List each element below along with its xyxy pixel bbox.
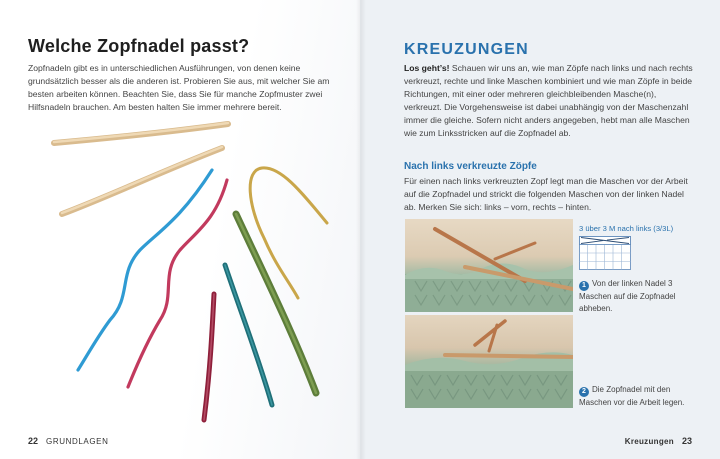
instruction-step-1 — [579, 278, 699, 315]
gold-u-needle — [250, 168, 327, 298]
cable-chart-label: 3 über 3 M nach links (3/3L) — [579, 224, 674, 233]
knitting-illustration-1 — [405, 219, 573, 312]
subsection-title: Nach links verkreuzte Zöpfe — [404, 161, 537, 172]
cable-needles-photo — [0, 110, 360, 430]
intro-paragraph: Zopfnadeln gibt es in unterschiedlichen Ausführungen, von denen keine grundsätzlich besser als die anderen ist. Probieren Sie aus, mit welcher Sie am besten arbeiten können. Beachten Sie, dass Sie für manche Zopfmuster zwei Hilfsnadeln brauchen. Am besten halten Sie immer mehrere bereit. — [28, 63, 330, 112]
folio-left — [28, 436, 108, 446]
wooden-needle-1 — [54, 123, 228, 143]
knitting-photo-step-1 — [405, 219, 573, 312]
teal-wooden-needle — [225, 265, 272, 405]
step-2-badge: 2 — [579, 387, 589, 397]
section-title: KREUZUNGEN — [404, 41, 529, 58]
section-body-text: Schauen wir uns an, wie man Zöpfe nach links und nach rechts verkreuzt, rechte und linke Maschen kombiniert und wie man Zöpfe in beide Richtungen, mit einer oder mehreren gleichbleibenden Masche(n), verkreuzt. Die Vorgehensweise ist dabei unabhängig von der Maschenzahl immer die gleiche. Sofern nicht anders angegeben, hebt man alle Maschen wie zum Linksstricken auf die Zopfnadel ab. — [404, 63, 693, 138]
section-paragraph — [404, 62, 696, 140]
section-label-right: Kreuzungen — [624, 437, 674, 446]
page-number-left: 22 — [28, 436, 39, 446]
wooden-needle-2 — [62, 147, 222, 214]
lead-text: Los geht’s! — [404, 63, 450, 73]
step-2-text: Die Zopfnadel mit den Maschen vor die Arbeit legen. — [579, 385, 685, 407]
step-1-badge: 1 — [579, 281, 589, 291]
page-number-right: 23 — [681, 436, 692, 446]
folio-right — [625, 436, 692, 446]
subsection-paragraph: Für einen nach links verkreuzten Zopf legt man die Maschen vor der Arbeit auf die Zopfnadel und strickt die folgenden Maschen von der linken Nadel ab. Merken Sie sich: links – vorn, rechts – hinten. — [404, 176, 688, 212]
step-1-text: Von der linken Nadel 3 Maschen auf die Zopfnadel abheben. — [579, 279, 676, 313]
knitting-illustration-2 — [405, 315, 573, 408]
cable-chart-grid — [579, 236, 631, 270]
green-wooden-needle — [236, 214, 316, 393]
burgundy-wooden-needle — [204, 294, 214, 420]
section-label-left: GRUNDLAGEN — [46, 437, 109, 446]
knitting-photo-step-2 — [405, 315, 573, 408]
instruction-step-2 — [579, 384, 699, 409]
page-title: Welche Zopfnadel passt? — [28, 36, 250, 56]
